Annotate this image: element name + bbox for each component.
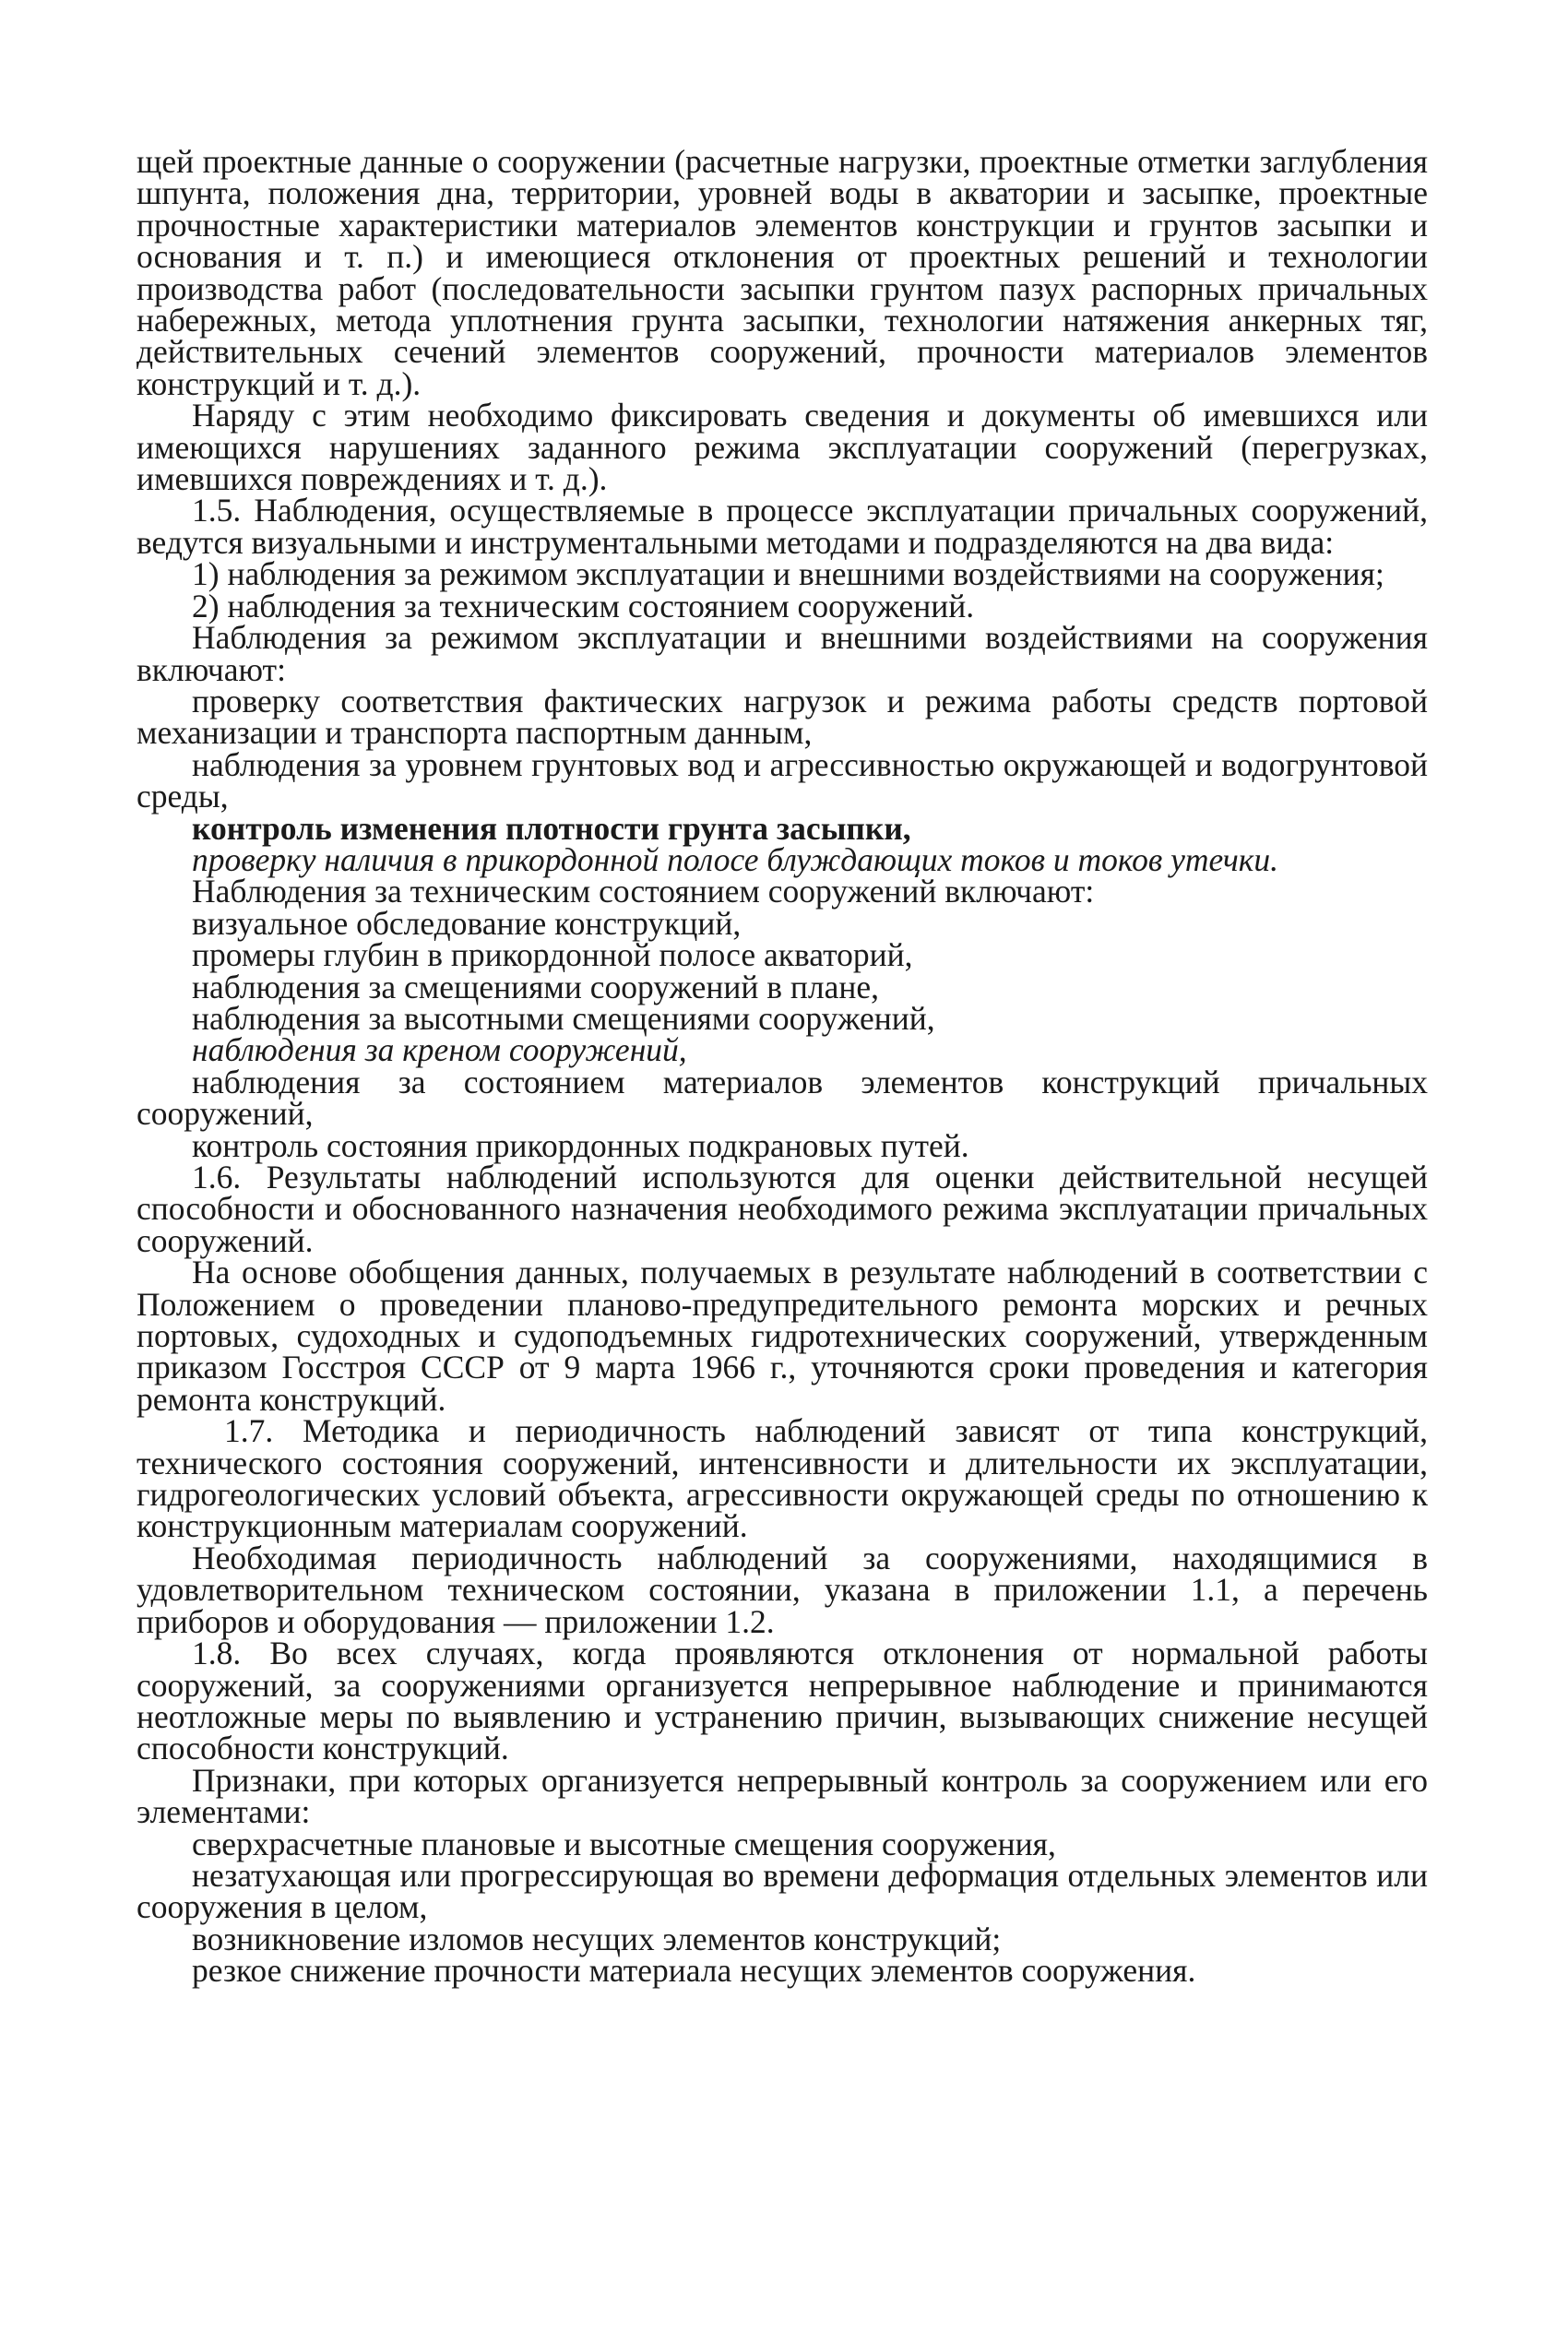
list-item: наблюдения за уровнем грунтовых вод и агрессивностью окружающей и водогрунтовой среды, — [137, 745, 1428, 815]
list-item: 2) наблюдения за техническим состоянием сооружений. — [192, 587, 975, 624]
paragraph-1-5: 1.5. Наблюдения, осуществляемые в процессе эксплуатации причальных сооружений, ведутся визуальными и инструментальными методами и подразделяются на два вида: — [137, 492, 1428, 561]
paragraph-operation-observations: Наблюдения за режимом эксплуатации и внешними воздействиями на сооружения включают: — [137, 619, 1428, 688]
list-item: наблюдения за состоянием материалов элементов конструкций причальных сооружений, — [137, 1063, 1428, 1133]
paragraph-periodicity: Необходимая периодичность наблюдений за сооружениями, находящимися в удовлетворительном техническом состоянии, указана в приложении 1.1, а перечень приборов и оборудования — приложении 1.2. — [137, 1539, 1428, 1640]
list-item: возникновение изломов несущих элементов конструкций; — [192, 1920, 1002, 1957]
paragraph-1-8: 1.8. Во всех случаях, когда проявляются отклонения от нормальной работы сооружений, за сооружениями организуется непрерывное наблюдение и принимаются неотложные меры по выявлению и устранению причин, вызывающих снижение несущей способности конструкций. — [137, 1635, 1428, 1767]
document-page — [137, 143, 1428, 1990]
list-item: незатухающая или прогрессирующая во времени деформация отдельных элементов или сооружения в целом, — [137, 1856, 1428, 1926]
paragraph-repair-regulation: На основе обобщения данных, получаемых в результате наблюдений в соответствии с Положением о проведении планово-предупредительного ремонта морских и речных портовых, судоходных и судоподъемных гидротехнических сооружений, утвержденным приказом Госстроя СССР от 9 марта 1966 г., уточняются сроки проведения и категория ремонта конструкций. — [137, 1254, 1428, 1418]
paragraph-technical-observations: Наблюдения за техническим состоянием сооружений включают: — [192, 873, 1095, 910]
list-item: проверку соответствия фактических нагрузок и режима работы средств портовой механизации и транспорта паспортным данным, — [137, 682, 1428, 752]
list-item: проверку наличия в прикордонной полосе блуждающих токов и токов утечки. — [192, 840, 1279, 878]
list-item: сверхрасчетные плановые и высотные смещения сооружения, — [192, 1825, 1056, 1862]
list-item: наблюдения за высотными смещениями сооружений, — [192, 999, 935, 1037]
paragraph-1-7: 1.7. Методика и периодичность наблюдений зависят от типа конструкций, технического состояния сооружений, интенсивности и длительности их эксплуатации, гидрогеологических условий объекта, агрессивности окружающей среды по отношению к конструкционным материалам сооружений. — [137, 1412, 1428, 1545]
list-item: визуальное обследование конструкций, — [192, 904, 742, 942]
list-item: контроль состояния прикордонных подкрановых путей. — [192, 1126, 969, 1164]
list-item: промеры глубин в прикордонной полосе акваторий, — [192, 936, 913, 974]
list-item: наблюдения за смещениями сооружений в плане, — [192, 968, 880, 1005]
list-item: резкое снижение прочности материала несущих элементов сооружения. — [192, 1952, 1196, 1990]
list-item: контроль изменения плотности грунта засыпки, — [192, 809, 911, 847]
paragraph-continuation: щей проектные данные о сооружении (расчетные нагрузки, проектные отметки заглубления шпунта, положения дна, территории, уровней воды в акватории и засыпке, проектные прочностные характеристики материалов элементов конструкции и грунтов засыпки и основания и т. п.) и имеющиеся отклонения от проектных решений и технологии производства работ (последовательности засыпки грунтом пазух распорных причальных набережных, метода уплотнения грунта засыпки, технологии натяжения анкерных тяг, действительных сечений элементов сооружений, прочности материалов элементов конструкций и т. д.). — [137, 143, 1428, 402]
paragraph-1-6: 1.6. Результаты наблюдений используются для оценки действительной несущей способности и обоснованного назначения необходимого режима эксплуатации причальных сооружений. — [137, 1159, 1428, 1259]
list-item: 1) наблюдения за режимом эксплуатации и внешними воздействиями на сооружения; — [192, 555, 1384, 593]
paragraph-signs: Признаки, при которых организуется непрерывный контроль за сооружением или его элементами: — [137, 1761, 1428, 1831]
paragraph-violations: Наряду с этим необходимо фиксировать сведения и документы об имевшихся или имеющихся нарушениях заданного режима эксплуатации сооружений (перегрузках, имевшихся повреждениях и т. д.). — [137, 397, 1428, 498]
list-item: наблюдения за креном сооружений, — [192, 1031, 687, 1069]
